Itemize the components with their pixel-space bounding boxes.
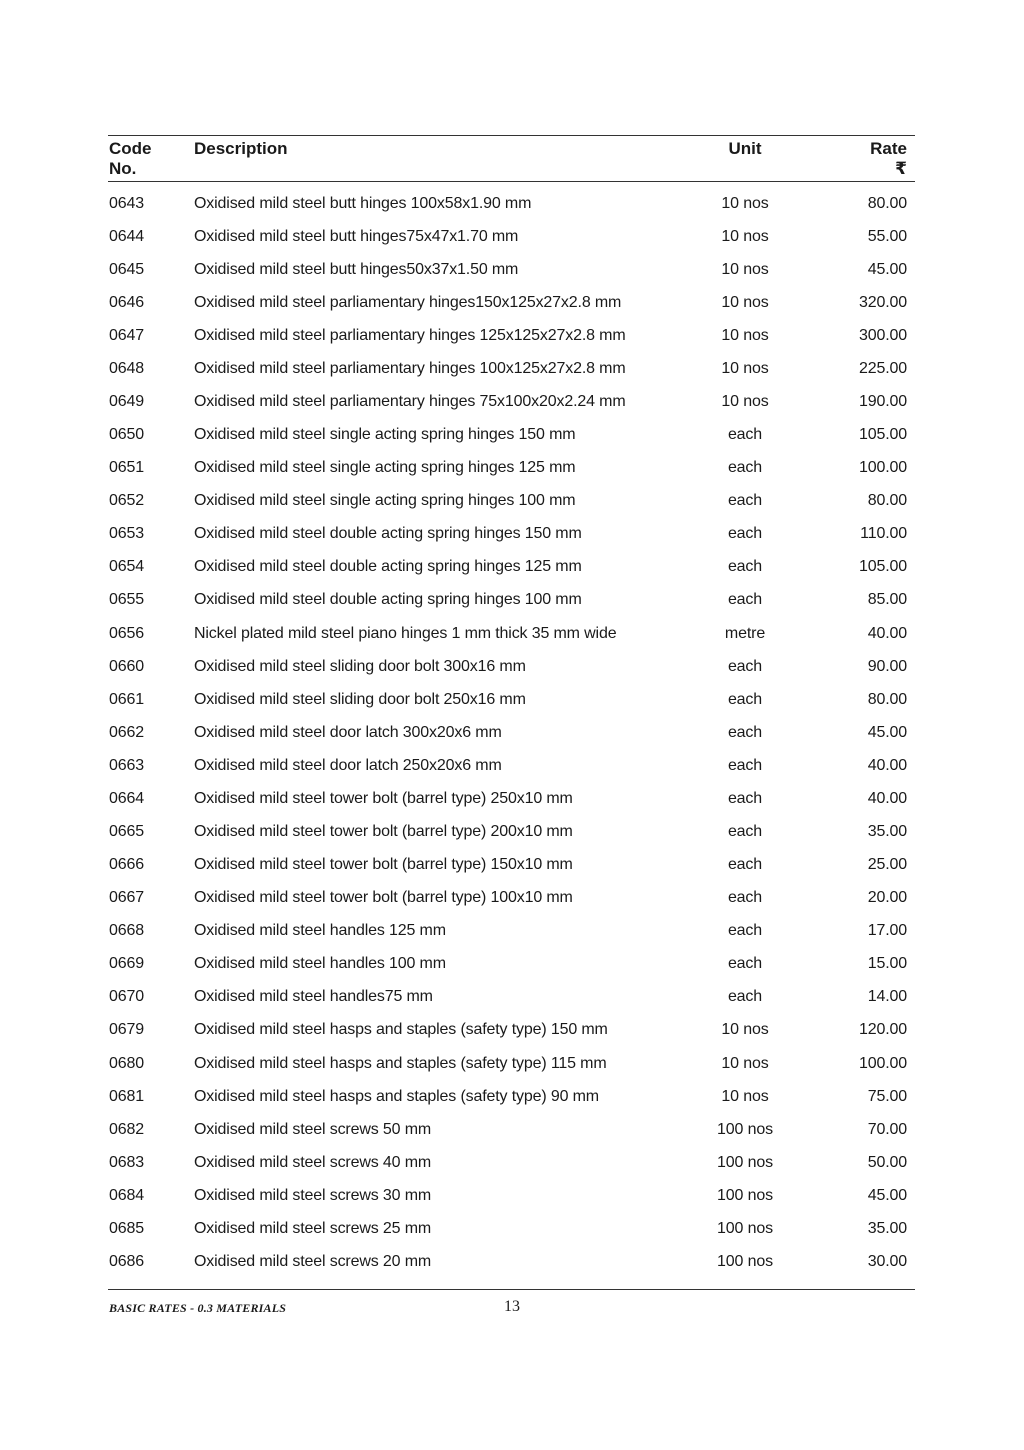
cell-unit: 10 nos <box>721 260 769 278</box>
table-row <box>108 419 915 452</box>
cell-unit: 100 nos <box>717 1219 773 1237</box>
cell-description: Oxidised mild steel tower bolt (barrel type) 150x10 mm <box>194 856 573 874</box>
cell-code: 0645 <box>109 260 144 278</box>
cell-code: 0664 <box>109 789 144 807</box>
cell-unit: each <box>727 723 763 741</box>
cell-code: 0652 <box>109 492 144 510</box>
cell-description: Oxidised mild steel tower bolt (barrel type) 200x10 mm <box>194 823 573 841</box>
cell-unit: each <box>727 426 763 444</box>
cell-code: 0656 <box>109 624 144 642</box>
cell-code: 0668 <box>109 922 144 940</box>
cell-unit: each <box>727 558 763 576</box>
cell-unit: metre <box>724 624 766 642</box>
cell-unit: each <box>727 988 763 1006</box>
cell-code: 0651 <box>109 459 144 477</box>
cell-code: 0684 <box>109 1186 144 1204</box>
table-row <box>108 1146 915 1179</box>
cell-description: Oxidised mild steel single acting spring hinges 125 mm <box>194 459 576 477</box>
cell-unit: each <box>727 789 763 807</box>
cell-rate: 30.00 <box>867 1253 907 1271</box>
cell-code: 0681 <box>109 1087 144 1105</box>
cell-rate: 100.00 <box>858 1054 907 1072</box>
table-row <box>108 518 915 551</box>
table-row <box>108 352 915 385</box>
cell-description: Oxidised mild steel hasps and staples (safety type) 115 mm <box>194 1054 607 1072</box>
page-footer <box>108 1289 915 1320</box>
cell-description: Oxidised mild steel hasps and staples (safety type) 90 mm <box>194 1087 599 1105</box>
cell-code: 0655 <box>109 591 144 609</box>
header-rate <box>776 139 915 181</box>
cell-code: 0653 <box>109 525 144 543</box>
table-body <box>108 187 915 1279</box>
table-row <box>108 286 915 319</box>
header-code-line2: No. <box>109 159 137 178</box>
cell-rate: 25.00 <box>867 856 907 874</box>
cell-rate: 105.00 <box>858 558 907 576</box>
cell-description: Oxidised mild steel sliding door bolt 300x16 mm <box>194 657 526 675</box>
table-row <box>108 1113 915 1146</box>
cell-code: 0669 <box>109 955 144 973</box>
cell-description: Oxidised mild steel screws 50 mm <box>194 1120 432 1138</box>
table-row <box>108 187 915 220</box>
cell-code: 0654 <box>109 558 144 576</box>
cell-description: Oxidised mild steel screws 30 mm <box>194 1186 432 1204</box>
cell-code: 0670 <box>109 988 144 1006</box>
cell-description: Nickel plated mild steel piano hinges 1 mm thick 35 mm wide <box>194 624 617 642</box>
table-row <box>108 1047 915 1080</box>
cell-code: 0643 <box>109 194 144 212</box>
cell-description: Oxidised mild steel parliamentary hinges150x125x27x2.8 mm <box>194 293 622 311</box>
table-row <box>108 253 915 286</box>
cell-unit: 100 nos <box>717 1153 773 1171</box>
cell-description: Oxidised mild steel screws 20 mm <box>194 1253 432 1271</box>
cell-code: 0683 <box>109 1153 144 1171</box>
cell-description: Oxidised mild steel handles 100 mm <box>194 955 446 973</box>
table-row <box>108 452 915 485</box>
cell-unit: each <box>727 955 763 973</box>
cell-rate: 85.00 <box>867 591 907 609</box>
table-row <box>108 749 915 782</box>
cell-unit: 10 nos <box>721 227 769 245</box>
table-row <box>108 1014 915 1047</box>
cell-unit: 10 nos <box>721 1021 769 1039</box>
cell-rate: 35.00 <box>867 1219 907 1237</box>
table-row <box>108 385 915 418</box>
cell-description: Oxidised mild steel butt hinges 100x58x1.90 mm <box>194 194 532 212</box>
cell-code: 0682 <box>109 1120 144 1138</box>
cell-unit: each <box>727 889 763 907</box>
table-row <box>108 683 915 716</box>
cell-rate: 20.00 <box>867 889 907 907</box>
cell-unit: 10 nos <box>721 1087 769 1105</box>
cell-description: Oxidised mild steel parliamentary hinges 100x125x27x2.8 mm <box>194 359 626 377</box>
cell-unit: 10 nos <box>721 393 769 410</box>
table-row <box>108 782 915 815</box>
cell-rate: 300.00 <box>858 326 907 344</box>
cell-rate: 80.00 <box>867 690 907 708</box>
cell-unit: 100 nos <box>717 1253 773 1271</box>
cell-code: 0644 <box>109 227 144 245</box>
cell-unit: each <box>727 459 763 477</box>
cell-rate: 15.00 <box>867 955 907 973</box>
cell-unit: each <box>727 856 763 874</box>
footer-section-title: BASIC RATES - 0.3 MATERIALS <box>109 1301 287 1315</box>
cell-description: Oxidised mild steel sliding door bolt 250x16 mm <box>194 690 526 708</box>
cell-rate: 35.00 <box>867 823 907 841</box>
cell-rate: 45.00 <box>867 1186 907 1204</box>
table-row <box>108 915 915 948</box>
cell-code: 0662 <box>109 723 144 741</box>
cell-description: Oxidised mild steel screws 25 mm <box>194 1219 432 1237</box>
cell-code: 0666 <box>109 856 144 874</box>
cell-code: 0685 <box>109 1219 144 1237</box>
cell-unit: each <box>727 756 763 774</box>
table-row <box>108 1179 915 1212</box>
cell-code: 0661 <box>109 690 144 708</box>
cell-code: 0663 <box>109 756 144 774</box>
cell-description: Oxidised mild steel double acting spring hinges 100 mm <box>194 591 582 609</box>
cell-rate: 40.00 <box>867 789 907 807</box>
table-row <box>108 319 915 352</box>
cell-code: 0679 <box>109 1021 144 1039</box>
table-row <box>108 815 915 848</box>
cell-code: 0660 <box>109 657 144 675</box>
cell-rate: 320.00 <box>858 293 907 311</box>
cell-unit: 10 nos <box>721 194 769 212</box>
cell-code: 0650 <box>109 426 144 444</box>
table-row <box>108 584 915 617</box>
cell-unit: 10 nos <box>721 293 769 311</box>
cell-description: Oxidised mild steel double acting spring hinges 125 mm <box>194 558 582 576</box>
table-row <box>108 849 915 882</box>
header-rate-currency: ₹ <box>895 159 907 178</box>
cell-unit: each <box>727 591 763 609</box>
cell-code: 0665 <box>109 823 144 841</box>
cell-code: 0686 <box>109 1253 144 1271</box>
cell-description: Oxidised mild steel butt hinges50x37x1.50 mm <box>194 260 519 278</box>
cell-description: Oxidised mild steel tower bolt (barrel type) 100x10 mm <box>194 889 573 907</box>
header-code-line1: Code <box>109 139 152 158</box>
cell-unit: 100 nos <box>717 1120 773 1138</box>
cell-description: Oxidised mild steel screws 40 mm <box>194 1153 432 1171</box>
table-row <box>108 1212 915 1245</box>
table-header <box>108 136 915 181</box>
rates-table <box>108 135 915 1279</box>
cell-description: Oxidised mild steel tower bolt (barrel type) 250x10 mm <box>194 789 573 807</box>
table-row <box>108 716 915 749</box>
table-row <box>108 1246 915 1279</box>
cell-rate: 40.00 <box>867 756 907 774</box>
cell-rate: 75.00 <box>867 1087 907 1105</box>
cell-code: 0649 <box>109 393 144 410</box>
table-row <box>108 485 915 518</box>
header-code <box>108 139 194 181</box>
cell-rate: 90.00 <box>867 657 907 675</box>
cell-rate: 14.00 <box>867 988 907 1006</box>
cell-unit: 100 nos <box>717 1186 773 1204</box>
cell-unit: each <box>727 922 763 940</box>
cell-unit: each <box>727 492 763 510</box>
cell-rate: 105.00 <box>858 426 907 444</box>
table-row <box>108 617 915 650</box>
cell-description: Oxidised mild steel handles 125 mm <box>194 922 446 940</box>
cell-code: 0667 <box>109 889 144 907</box>
cell-rate: 17.00 <box>867 922 907 940</box>
cell-description: Oxidised mild steel single acting spring hinges 100 mm <box>194 492 576 510</box>
cell-description: Oxidised mild steel single acting spring hinges 150 mm <box>194 426 576 444</box>
cell-rate: 80.00 <box>867 194 907 212</box>
cell-rate: 40.00 <box>867 624 907 642</box>
cell-rate: 55.00 <box>867 227 907 245</box>
cell-unit: each <box>727 657 763 675</box>
cell-rate: 225.00 <box>858 359 907 377</box>
table-row <box>108 948 915 981</box>
table-row <box>108 981 915 1014</box>
cell-description: Oxidised mild steel double acting spring hinges 150 mm <box>194 525 582 543</box>
table-row <box>108 650 915 683</box>
table-row <box>108 1080 915 1113</box>
cell-description: Oxidised mild steel hasps and staples (safety type) 150 mm <box>194 1021 608 1039</box>
cell-unit: 10 nos <box>721 359 769 377</box>
cell-code: 0648 <box>109 359 144 377</box>
cell-unit: each <box>727 690 763 708</box>
cell-description: Oxidised mild steel door latch 250x20x6 mm <box>194 756 502 774</box>
cell-rate: 100.00 <box>858 459 907 477</box>
cell-unit: 10 nos <box>721 326 769 344</box>
table-row <box>108 551 915 584</box>
cell-description: Oxidised mild steel handles75 mm <box>194 988 433 1006</box>
cell-rate: 50.00 <box>867 1153 907 1171</box>
cell-rate: 120.00 <box>858 1021 907 1039</box>
cell-rate: 110.00 <box>860 525 907 543</box>
cell-description: Oxidised mild steel door latch 300x20x6 mm <box>194 723 502 741</box>
header-description: Description <box>194 139 288 158</box>
header-rate-line1: Rate <box>870 139 907 158</box>
page-number: 13 <box>504 1298 520 1315</box>
cell-description: Oxidised mild steel parliamentary hinges 125x125x27x2.8 mm <box>194 326 626 344</box>
cell-rate: 70.00 <box>867 1120 907 1138</box>
cell-unit: 10 nos <box>721 1054 769 1072</box>
table-header-rule <box>108 181 915 182</box>
cell-description: Oxidised mild steel parliamentary hinges 75x100x20x2.24 mm <box>194 393 626 410</box>
cell-rate: 190.00 <box>858 393 907 410</box>
cell-rate: 45.00 <box>867 260 907 278</box>
cell-unit: each <box>727 823 763 841</box>
cell-description: Oxidised mild steel butt hinges75x47x1.70 mm <box>194 227 519 245</box>
cell-code: 0680 <box>109 1054 144 1072</box>
table-row <box>108 220 915 253</box>
table-row <box>108 882 915 915</box>
cell-rate: 80.00 <box>867 492 907 510</box>
cell-code: 0646 <box>109 293 144 311</box>
cell-code: 0647 <box>109 326 144 344</box>
cell-unit: each <box>727 525 763 543</box>
header-unit: Unit <box>728 139 762 158</box>
cell-rate: 45.00 <box>867 723 907 741</box>
